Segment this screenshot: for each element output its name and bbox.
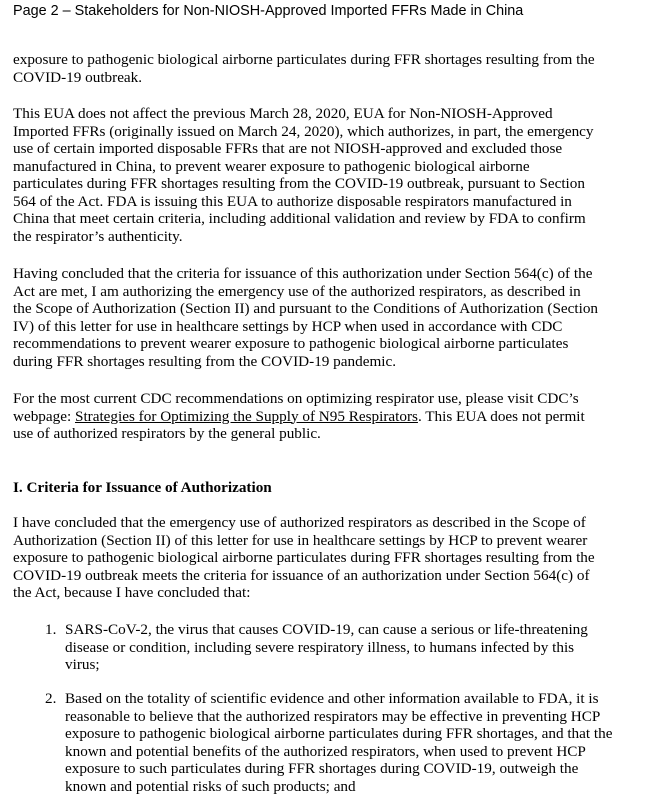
text-line: COVID-19 outbreak meets the criteria for issuance of an authorization under Section 564(c) of xyxy=(13,566,590,584)
text-line: exposure to pathogenic biological airborne particulates during FFR shortages resulting from the xyxy=(13,51,595,68)
list-item-number: 1. xyxy=(45,621,57,638)
text-line: For the most current CDC recommendations on optimizing respirator use, please visit CDC’s xyxy=(13,390,579,407)
text-line: COVID-19 outbreak. xyxy=(13,68,143,86)
list-item-text xyxy=(65,621,640,674)
text-line: exposure to such particulates during FFR shortages during COVID-19, outweigh the xyxy=(65,760,579,777)
text-line: exposure to pathogenic biological airborne particulates during FFR shortages, and that the xyxy=(65,725,613,742)
text-line: disease or condition, including severe respiratory illness, to humans infected by this xyxy=(65,638,575,656)
paragraph-criteria-intro xyxy=(13,514,638,602)
list-item-number: 2. xyxy=(45,690,57,707)
text-segment: . This EUA does not permit xyxy=(417,407,585,425)
text-line: Based on the totality of scientific evidence and other information available to FDA, it is xyxy=(65,690,599,707)
text-line: manufactured in China, to prevent wearer exposure to pathogenic biological airborne xyxy=(13,157,530,175)
text-line: Act are met, I am authorizing the emergency use of the authorized respirators, as described in xyxy=(13,282,581,300)
text-line: exposure to pathogenic biological airborne particulates during FFR shortages resulting from the xyxy=(13,549,595,566)
text-line: use of authorized respirators by the general public. xyxy=(13,425,321,442)
paragraph-continuation xyxy=(13,51,638,86)
section-heading-criteria: I. Criteria for Issuance of Authorization xyxy=(13,479,272,496)
paragraph-authorization xyxy=(13,265,638,370)
paragraph-previous-eua xyxy=(13,105,638,245)
text-line: the respirator’s authenticity. xyxy=(13,227,183,245)
text-line: the Act, because I have concluded that: xyxy=(13,584,251,601)
text-line: 564 of the Act. FDA is issuing this EUA to authorize disposable respirators manufactured in xyxy=(13,192,572,210)
text-line: recommendations to prevent wearer exposure to pathogenic biological airborne particulates xyxy=(13,335,569,352)
text-line xyxy=(13,408,638,426)
text-segment: webpage: xyxy=(13,407,75,425)
text-line: use of certain imported disposable FFRs that are not NIOSH-approved and excluded those xyxy=(13,140,563,157)
page-header: Page 2 – Stakeholders for Non-NIOSH-Approved Imported FFRs Made in China xyxy=(13,3,524,19)
text-line: particulates during FFR shortages resulting from the COVID-19 outbreak, pursuant to Section xyxy=(13,175,585,192)
text-line: virus; xyxy=(65,656,100,673)
text-line: IV) of this letter for use in healthcare settings by HCP when used in accordance with CDC xyxy=(13,317,563,335)
text-line: known and potential risks of such products; and xyxy=(65,777,356,795)
text-line: the Scope of Authorization (Section II) and pursuant to the Conditions of Authorization (Section xyxy=(13,300,599,317)
text-line: Having concluded that the criteria for issuance of this authorization under Section 564(c) of the xyxy=(13,265,593,282)
text-line: Authorization (Section II) of this letter for use in healthcare settings by HCP to prevent wearer xyxy=(13,531,588,549)
text-line: SARS-CoV-2, the virus that causes COVID-19, can cause a serious or life-threatening xyxy=(65,621,588,638)
text-line: during FFR shortages resulting from the COVID-19 pandemic. xyxy=(13,352,397,370)
text-line: Imported FFRs (originally issued on March 24, 2020), which authorizes, in part, the emergency xyxy=(13,122,594,140)
text-line: known and potential benefits of the authorized respirators, when used to prevent HCP xyxy=(65,742,586,760)
cdc-strategies-link[interactable]: Strategies for Optimizing the Supply of N95 Respirators xyxy=(75,407,418,425)
list-item-text xyxy=(65,690,640,795)
text-line: China that meet certain criteria, including additional validation and review by FDA to confirm xyxy=(13,210,586,227)
text-line: This EUA does not affect the previous March 28, 2020, EUA for Non-NIOSH-Approved xyxy=(13,105,553,122)
paragraph-cdc-recommendations xyxy=(13,390,638,443)
text-line: I have concluded that the emergency use of authorized respirators as described in the Scope of xyxy=(13,514,586,531)
text-line: reasonable to believe that the authorized respirators may be effective in preventing HCP xyxy=(65,707,601,725)
